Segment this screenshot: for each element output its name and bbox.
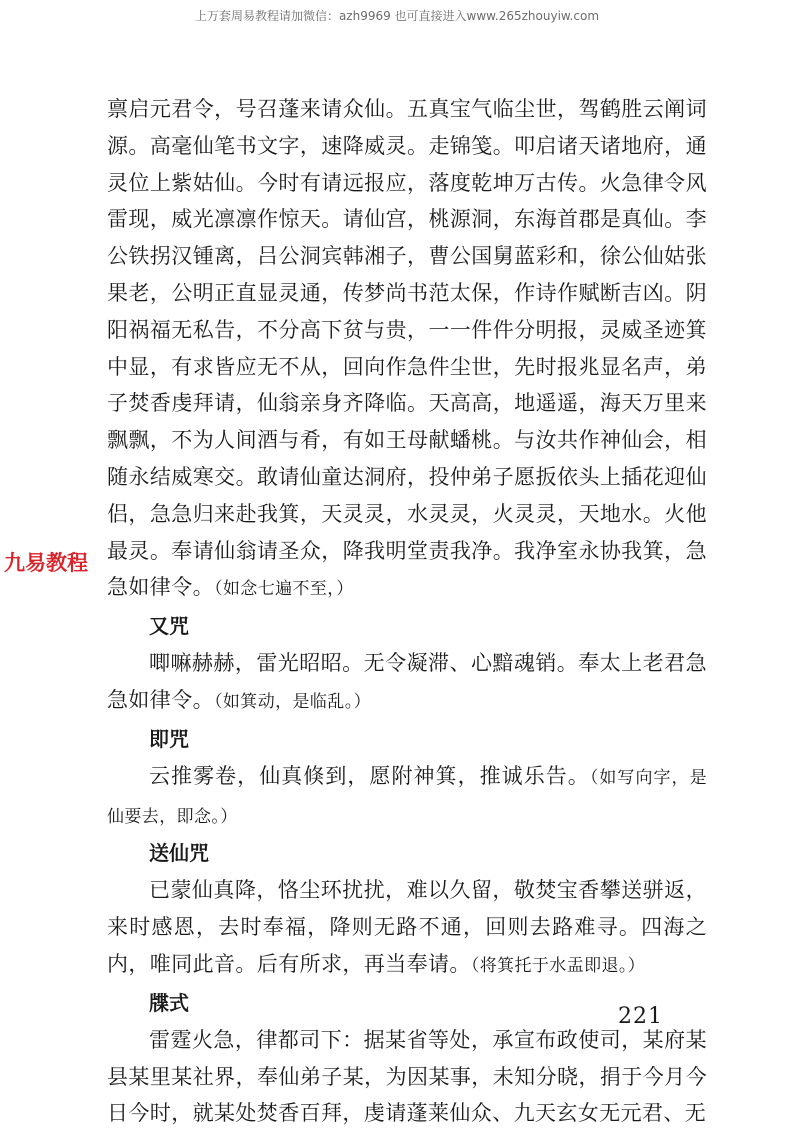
section-note: （将箕托于水盂即退。） (470, 955, 646, 976)
section-body: 雷霆火急，律都司下：据某省等处，承宣布政使司，某府某县某里某社界，奉仙弟子某，为因某事，未知分晓，捐于今月今日今时，就某处焚香百拜，虔请蓬莱仙众、九天玄女无元君、无 (107, 1027, 707, 1126)
document-body (107, 91, 707, 1132)
brand-logo-text: 九易教程 (4, 551, 88, 575)
section-heading-song-xian-zhou: 送仙咒 (149, 841, 209, 866)
section-heading-you-zhou: 又咒 (149, 614, 189, 639)
invocation-note: （如念七遍不至，） (214, 579, 354, 600)
section-body: 已蒙仙真降，恪尘环扰扰，难以久留，敬焚宝香攀送骈返，来时感恩，去时奉福，降则无路不通，回则去路难寻。四海之内，唯同此音。后有所求，再当奉请。 (107, 878, 707, 976)
section-paragraph-song-xian-zhou (107, 872, 707, 984)
section-body: 云推雾卷，仙真倏到，愿附神箕，推诚乐告。 (149, 763, 590, 788)
section-paragraph-ji-zhou (107, 758, 707, 836)
section-note: （如写向字，是仙要去，即念。） (107, 767, 707, 827)
section-note: （如箕动，是临乱。） (214, 691, 371, 712)
section-body: 唧嘛赫赫，雷光昭昭。无令凝滞、心黯魂销。奉太上老君急急如律令。 (107, 651, 707, 712)
section-paragraph-die-shi (107, 1022, 707, 1132)
watermark-banner: 上万套周易教程请加微信：azh9969 也可直接进入www.265zhouyiw.com (194, 9, 600, 23)
page-number: 221 (618, 1004, 663, 1029)
section-heading-die-shi: 牒式 (149, 990, 189, 1015)
section-paragraph-you-zhou (107, 645, 707, 721)
section-heading-ji-zhou: 即咒 (149, 726, 189, 751)
invocation-paragraph (107, 91, 707, 608)
invocation-text: 禀启元君令，号召蓬来请众仙。五真宝气临尘世，驾鹤胜云阐词源。高毫仙笔书文字，速降威灵。走锦笺。叩启诸天诸地府，通灵位上紫姑仙。今时有请远报应，落度乾坤万古传。火急律令风雷现，威光凛凛作惊天。请仙宫，桃源洞，东海首郡是真仙。李公铁拐汉锺离，吕公洞宾韩湘子，曹公国舅蓝彩和，徐公仙姑张果老，公明正直显灵通，传梦尚书范太保，作诗作赋断吉凶。阴阳祸福无私告，不分高下贫与贵，一一件件分明报，灵威圣迹箕中显，有求皆应无不从，回向作急件尘世，先时报兆显名声，弟子焚香虔拜请，仙翁亲身齐降临。天高高，地遥遥，海天万里来飘飘，不为人间酒与肴，有如王母献蟠桃。与汝共作神仙会，相随永结威寒交。敢请仙童达洞府，投仲弟子愿扳依头上插花迎仙侣，急急归来赴我箕，天灵灵，水灵灵，火灵灵，天地水。火他最灵。奉请仙翁请圣众，降我明堂责我净。我净室永协我箕，急急如律令。 (107, 97, 707, 600)
